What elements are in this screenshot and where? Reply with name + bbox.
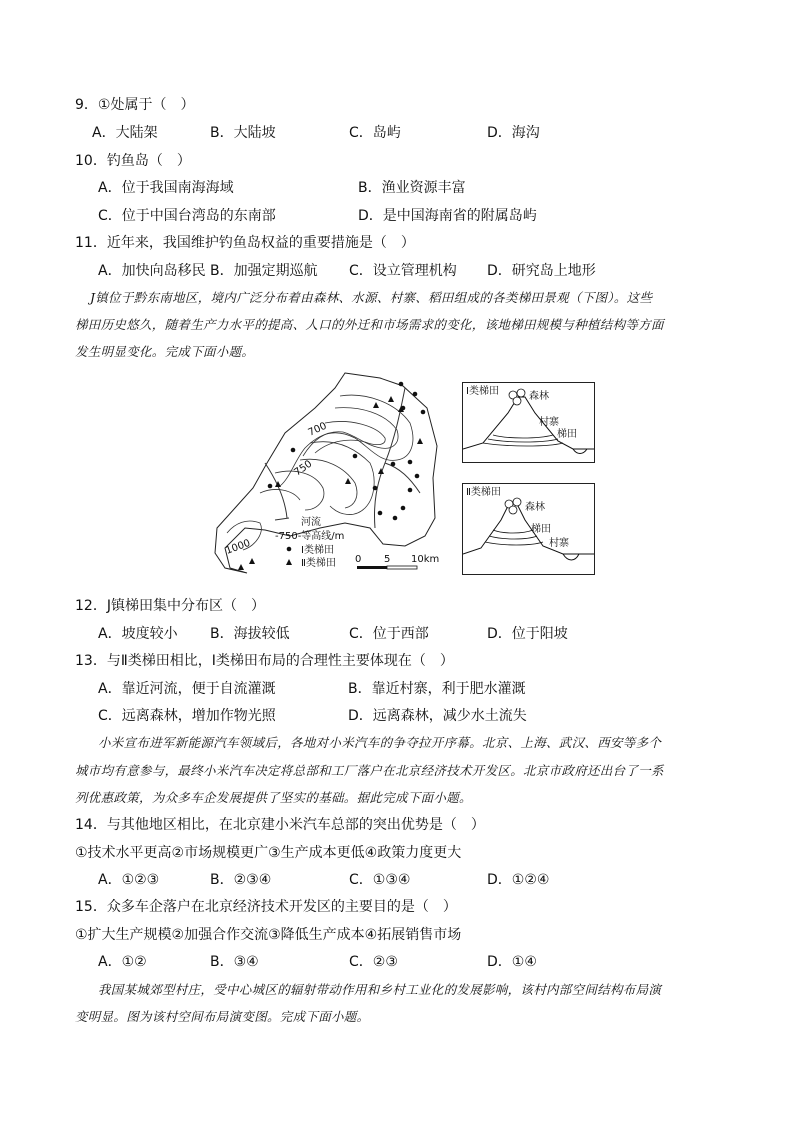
q9-option-d: D．海沟: [487, 125, 540, 141]
panel2-forest: [505, 498, 521, 514]
contour-label-700: 700: [306, 420, 329, 439]
question-12-stem: 12．J镇梯田集中分布区（ ）: [75, 598, 265, 614]
q10-option-d: D．是中国海南省的附属岛屿: [358, 208, 537, 224]
q15-option-b: B．③④: [210, 954, 259, 970]
question-10-stem: 10．钓鱼岛（ ）: [75, 153, 191, 169]
passage-2-line-1: 小米宣布进军新能源汽车领域后，各地对小米汽车的争夺拉开序幕。北京、上海、武汉、西安等多个: [98, 735, 662, 750]
passage-1-line-2: 梯田历史悠久，随着生产力水平的提高、人口的外迁和市场需求的变化，该地梯田规模与种植结构等方面: [75, 317, 664, 332]
passage-3-line-1: 我国某城郊型村庄，受中心城区的辐射带动作用和乡村工业化的发展影响，该村内部空间结构布局演: [98, 982, 662, 997]
q14-option-b: B．②③④: [210, 872, 272, 888]
panel1-forest: [509, 389, 525, 405]
q14-option-c: C．①③④: [349, 872, 411, 888]
scale-bar-filled: [357, 566, 387, 569]
passage-2-line-2: 城市均有意参与，最终小米汽车决定将总部和工厂落户在北京经济技术开发区。北京市政府还出台了一系: [75, 763, 664, 778]
question-15-choices: ①扩大生产规模②加强合作交流③降低生产成本④拓展销售市场: [75, 927, 462, 943]
panel1-title: Ⅰ类梯田: [466, 386, 499, 397]
panel1-forest-label: 森林: [529, 391, 549, 402]
q15-option-a: A．①②: [98, 954, 147, 970]
panel2-title: Ⅱ类梯田: [466, 487, 501, 498]
q11-option-d: D．研究岛上地形: [487, 263, 596, 279]
q12-option-c: C．位于西部: [349, 626, 429, 642]
q15-option-d: D．①④: [487, 954, 537, 970]
q11-option-b: B．加强定期巡航: [210, 263, 318, 279]
scale-bar-empty: [387, 566, 417, 569]
question-14-stem: 14．与其他地区相比，在北京建小米汽车总部的突出优势是（ ）: [75, 817, 485, 833]
panel2-forest-label: 森林: [525, 502, 545, 513]
q14-option-a: A．①②③: [98, 872, 160, 888]
panel1-terrace-label: 梯田: [557, 429, 577, 440]
panel1-village-label: 村寨: [539, 417, 559, 428]
contour-label-1000: 1000: [224, 537, 252, 557]
passage-2-line-3: 列优惠政策，为众多车企发展提供了坚实的基础。据此完成下面小题。: [75, 790, 472, 805]
q15-option-c: C．②③: [349, 954, 398, 970]
scale-zero: 0: [355, 554, 362, 565]
panel-type2: [462, 483, 595, 575]
question-15-stem: 15．众多车企落户在北京经济技术开发区的主要目的是（ ）: [75, 899, 457, 915]
passage-3-line-2: 变明显。图为该村空间布局演变图。完成下面小题。: [75, 1009, 370, 1024]
q12-option-d: D．位于阳坡: [487, 626, 568, 642]
question-11-stem: 11．近年来，我国维护钓鱼岛权益的重要措施是（ ）: [75, 235, 415, 251]
legend-river-label: 河流: [301, 517, 321, 528]
passage-1-line-1: J镇位于黔东南地区，境内广泛分布着由森林、水源、村寨、稻田组成的各类梯田景观（下图）。这些: [90, 290, 653, 305]
q13-option-a: A．靠近河流，便于自流灌溉: [98, 681, 276, 697]
q10-option-a: A．位于我国南海海域: [98, 180, 234, 196]
q12-option-b: B．海拔较低: [210, 626, 290, 642]
terrace-map: [205, 368, 445, 580]
q10-option-b: B．渔业资源丰富: [358, 180, 466, 196]
q13-option-d: D．远离森林，减少水土流失: [348, 708, 527, 724]
panel-type1: [462, 382, 595, 463]
legend-type1-label: Ⅰ类梯田: [301, 545, 334, 556]
q10-option-c: C．位于中国台湾岛的东南部: [98, 208, 276, 224]
q9-option-b: B．大陆坡: [210, 125, 276, 141]
scale-end: 10km: [411, 554, 440, 565]
q9-option-c: C．岛屿: [349, 125, 401, 141]
scale-mid: 5: [384, 554, 391, 565]
question-14-choices: ①技术水平更高②市场规模更广③生产成本更低④政策力度更大: [75, 845, 462, 861]
legend-type2-label: Ⅱ类梯田: [301, 558, 336, 569]
q11-option-c: C．设立管理机构: [349, 263, 457, 279]
passage-1-line-3: 发生明显变化。完成下面小题。: [75, 344, 255, 359]
legend-contour-label: -750-等高线/m: [275, 531, 345, 542]
contour-label-750: 750: [292, 458, 315, 479]
legend-type1-icon: [287, 547, 292, 552]
question-9-stem: 9．①处属于（ ）: [75, 97, 195, 113]
q13-option-b: B．靠近村寨，利于肥水灌溉: [348, 681, 526, 697]
q13-option-c: C．远离森林，增加作物光照: [98, 708, 276, 724]
question-13-stem: 13．与Ⅱ类梯田相比，Ⅰ类梯田布局的合理性主要体现在（ ）: [75, 653, 454, 669]
legend-type2-icon: [286, 559, 292, 565]
q9-option-a: A．大陆架: [92, 125, 158, 141]
q12-option-a: A．坡度较小: [98, 626, 178, 642]
q14-option-d: D．①②④: [487, 872, 550, 888]
q11-option-a: A．加快向岛移民: [98, 263, 206, 279]
panel2-village-label: 村寨: [549, 538, 569, 549]
panel2-terrace-label: 梯田: [531, 524, 551, 535]
